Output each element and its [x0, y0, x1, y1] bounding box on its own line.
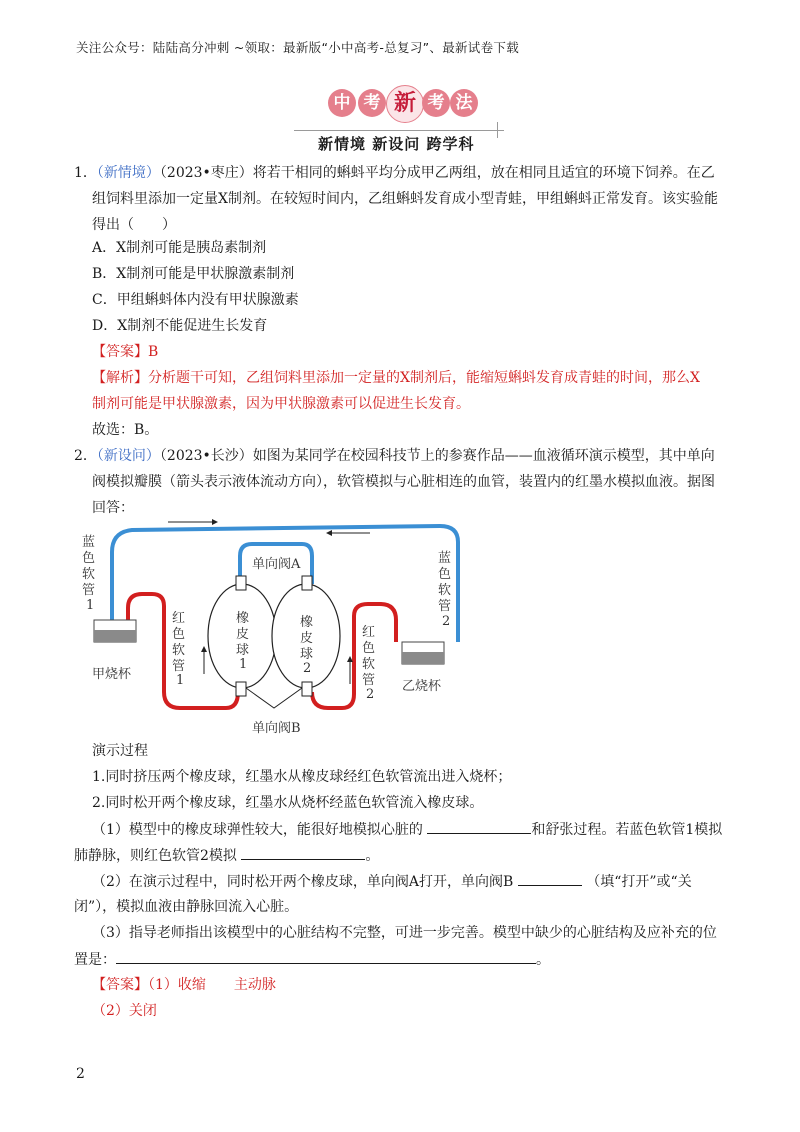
q2-sub1-text: 和舒张过程。若蓝色软管1模拟	[531, 822, 723, 838]
label-char: 2	[366, 687, 375, 702]
q2-sub2-text: （2）在演示过程中，同时松开两个橡皮球，单向阀A打开，单向阀B	[92, 874, 514, 890]
label-char: 管	[82, 583, 96, 598]
circulation-model-figure	[80, 512, 480, 740]
analysis-label: 【解析】	[92, 370, 148, 386]
label-char: 管	[172, 659, 186, 674]
arrowhead	[201, 646, 207, 652]
banner-char: 考	[422, 89, 450, 117]
process-title: 演示过程	[92, 743, 148, 759]
answer-blank	[116, 949, 536, 964]
q2-answer	[92, 975, 276, 995]
q2-sub3-text: 置是：	[74, 952, 116, 968]
label-char: 蓝	[82, 535, 96, 550]
label-char: 球	[236, 643, 250, 658]
q1-line1: （2023•枣庄）将若干相同的蝌蚪平均分成甲乙两组，放在相同且适宜的环境下饲养。在乙	[159, 165, 715, 181]
q2-sub3-text: 。	[536, 952, 550, 968]
label-char: 1	[176, 673, 185, 688]
valve-b-link	[246, 688, 302, 708]
q2-line3: 回答：	[92, 500, 134, 516]
label-char: 皮	[236, 627, 250, 642]
subtitle: 新情境 新设问 跨学科	[318, 135, 475, 153]
label-char: 蓝	[438, 551, 452, 566]
q1-option-a: A．X制剂可能是胰岛素制剂	[92, 240, 267, 256]
q1-option-c: C．甲组蝌蚪体内没有甲状腺激素	[92, 292, 299, 308]
q1-option-b: B．X制剂可能是甲状腺激素制剂	[92, 266, 295, 282]
q1-option-d: D．X制剂不能促进生长发育	[92, 318, 268, 334]
answer-label: 【答案】	[92, 977, 148, 993]
beaker-yi-label: 乙烧杯	[402, 679, 442, 694]
valve-b-label: 单向阀B	[252, 721, 301, 736]
analysis-text: 分析题干可知，乙组饲料里添加一定量的X制剂后，能缩短蝌蚪发育成青蛙的时间，那么X	[148, 370, 700, 386]
label-char: 1	[86, 598, 95, 613]
beaker-jia-label: 甲烧杯	[92, 667, 132, 682]
banner-char: 法	[450, 89, 478, 117]
label-char: 软	[82, 567, 96, 582]
valve-a-left	[236, 576, 246, 590]
label-char: 管	[438, 599, 452, 614]
q2-number: 2．	[74, 448, 97, 464]
arrowhead	[326, 530, 332, 536]
answer-label: 【答案】	[92, 344, 148, 360]
label-char: 色	[362, 641, 376, 656]
label-char: 色	[172, 627, 186, 642]
q2-sub2	[92, 871, 692, 892]
q2-line1: （2023•长沙）如图为某同学在校园科技节上的参赛作品——血液循环演示模型，其中单向	[159, 448, 715, 464]
label-char: 红	[362, 625, 376, 640]
label-char: 色	[438, 567, 452, 582]
blue-tube-2-label	[438, 550, 451, 629]
subtitle-rule	[294, 130, 504, 131]
q1-tag: （新情境）	[96, 165, 160, 181]
red-tube-1-label	[172, 611, 185, 688]
q1-analysis	[92, 368, 700, 388]
q2-sub2-cont: 闭”），模拟血液由静脉回流入心脏。	[74, 899, 299, 915]
valve-b-left	[236, 682, 246, 696]
q2-sub1-cont	[74, 845, 379, 866]
answer-blank	[241, 845, 365, 860]
q2-sub1-text: 。	[365, 848, 380, 864]
q1-stem	[74, 163, 715, 183]
valve-a-right	[302, 576, 312, 590]
beaker-yi-liquid	[402, 652, 444, 664]
q1-conclusion: 故选：B。	[92, 422, 159, 438]
answer-blank	[427, 819, 531, 834]
label-char: 球	[300, 647, 314, 662]
answer-blank	[518, 871, 582, 886]
label-char: 皮	[300, 631, 314, 646]
process-step-2: 2.同时松开两个橡皮球，红墨水从烧杯经蓝色软管流入橡皮球。	[92, 795, 484, 811]
q1-number: 1．	[74, 165, 97, 181]
q1-line2: 组饲料里添加一定量X制剂。在较短时间内，乙组蝌蚪发育成小型青蛙，甲组蝌蚪正常发育。该实验能	[92, 191, 718, 207]
q2-sub1-text: （1）模型中的橡皮球弹性较大，能很好地模拟心脏的	[92, 822, 423, 838]
q2-sub1	[92, 819, 722, 840]
q2-stem	[74, 446, 715, 466]
label-char: 橡	[236, 611, 250, 626]
q1-answer	[92, 342, 158, 362]
q2-sub3-cont	[74, 949, 550, 970]
valve-b-right	[302, 682, 312, 696]
q1-analysis-cont: 制剂可能是甲状腺激素，因为甲状腺激素可以促进生长发育。	[92, 396, 470, 412]
q2-answer-2: （2）关闭	[92, 1003, 157, 1019]
q2-tag: （新设问）	[96, 448, 160, 464]
beaker-jia-liquid	[94, 630, 136, 642]
q2-sub3: （3）指导老师指出该模型中的心脏结构不完整，可进一步完善。模型中缺少的心脏结构及应补充的位	[92, 925, 717, 941]
label-char: 软	[172, 643, 186, 658]
blue-tube-1-label	[82, 534, 95, 613]
banner-char: 新	[386, 85, 424, 123]
answer-value: B	[148, 344, 159, 360]
exam-banner	[328, 89, 478, 123]
q1-line3: 得出（ ）	[92, 217, 176, 233]
red-tube-2-label	[362, 625, 375, 702]
label-char: 2	[303, 661, 312, 676]
label-char: 橡	[300, 615, 314, 630]
answer-value: （1）收缩 主动脉	[148, 977, 276, 993]
q2-line2: 阀模拟瓣膜（箭头表示液体流动方向），软管模拟与心脏相连的血管，装置内的红墨水模拟血液。据图	[92, 474, 715, 490]
label-char: 管	[362, 673, 376, 688]
label-char: 1	[239, 657, 248, 672]
label-char: 红	[172, 611, 186, 626]
label-char: 色	[82, 551, 96, 566]
label-char: 2	[442, 614, 451, 629]
arrowhead	[212, 519, 218, 525]
valve-a-label: 单向阀A	[252, 557, 301, 572]
banner-char: 中	[328, 89, 356, 117]
process-step-1: 1.同时挤压两个橡皮球，红墨水从橡皮球经红色软管流出进入烧杯；	[92, 769, 512, 785]
label-char: 软	[438, 583, 452, 598]
q2-sub1-text: 肺静脉，则红色软管2模拟	[74, 848, 237, 864]
header-note: 关注公众号：陆陆高分冲刺 ~领取：最新版“小中高考-总复习”、最新试卷下载	[76, 40, 520, 55]
subtitle-rule	[497, 122, 498, 138]
q2-sub2-text: （填“打开”或“关	[586, 874, 692, 890]
page-number: 2	[76, 1066, 85, 1082]
banner-char: 考	[358, 89, 386, 117]
label-char: 软	[362, 657, 376, 672]
